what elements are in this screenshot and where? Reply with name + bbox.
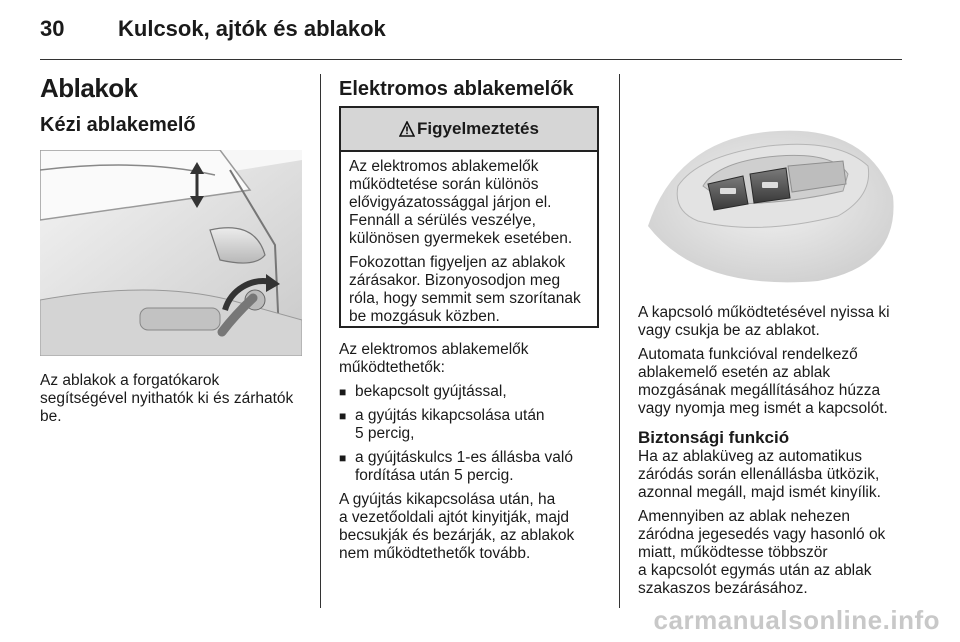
bullet-square-icon: ■ [339, 409, 347, 423]
paragraph-safety: Ha az ablaküveg az automatikus záródás során ellenállásba ütközik, azonnal megáll, majd ismét kinyílik. [638, 448, 881, 501]
section-title: Ablakok [40, 73, 138, 103]
paragraph-automatic: Automata funkcióval rendelkező ablakemelő esetén az ablak mozgásának megállításához húzza vagy nyomja meg ismét a kapcsolót. [638, 346, 888, 417]
intro-text: Az elektromos ablakemelők működtethetők: [339, 341, 529, 376]
subheading-safety: Biztonsági funkció [638, 428, 790, 447]
page-number: 30 [40, 16, 65, 41]
power-window-conditions [339, 341, 609, 563]
header-divider [40, 59, 902, 60]
power-window-switch-illustration [638, 76, 900, 288]
manual-window-crank-illustration [40, 150, 302, 356]
bullet-square-icon: ■ [339, 451, 347, 465]
warning-box [339, 106, 599, 328]
manual-window-caption: Az ablakok a forgatókarok segítségével nyithatók ki és zárhatók be. [40, 372, 294, 425]
column-divider-left [320, 74, 321, 608]
window-switch-image [638, 76, 900, 288]
list-item: ■ a gyújtáskulcs 1-es állásba való fordítása után 5 percig. [339, 449, 573, 484]
warning-title: Figyelmeztetés [417, 119, 539, 138]
warning-icon [399, 121, 415, 137]
door-crank-image [40, 150, 302, 356]
watermark: carmanualsonline.info [653, 605, 940, 635]
subheading-manual-windows: Kézi ablakemelő [40, 114, 196, 136]
column-divider-right [619, 74, 620, 608]
switch-right [750, 168, 790, 203]
paragraph-operate-switch: A kapcsoló működtetésével nyissa ki vagy csukja be az ablakot. [638, 304, 890, 339]
chapter-title: Kulcsok, ajtók és ablakok [118, 16, 386, 41]
paragraph-ice: Amennyiben az ablak nehezen záródna jegesedés vagy hasonló ok miatt, működtesse többször a kapcsolót egymás után az ablak szakaszos bezárásához. [638, 508, 886, 597]
list-item: ■ bekapcsolt gyújtással, [339, 383, 507, 400]
heading-power-windows: Elektromos ablakemelők [339, 78, 574, 100]
warning-paragraph-2: Fokozottan figyeljen az ablakok zárásakor. Bizonyosodjon meg róla, hogy semmit sem szorítanak be mozgásuk közben. [349, 254, 581, 325]
power-window-instructions [638, 304, 908, 598]
warning-header [341, 108, 597, 152]
list-item: ■ a gyújtás kikapcsolása után 5 percig, [339, 407, 545, 442]
closing-text: A gyújtás kikapcsolása után, ha a vezetőoldali ajtót kinyitják, majd becsukják és bezárják, az ablakok nem működtethetők tovább. [339, 491, 575, 562]
bullet-square-icon: ■ [339, 385, 347, 399]
warning-body [341, 152, 597, 326]
warning-paragraph-1: Az elektromos ablakemelők működtetése során különös elővigyázatossággal járjon el. Fennáll a sérülés veszélye, különösen gyermekek esetében. [349, 158, 573, 247]
